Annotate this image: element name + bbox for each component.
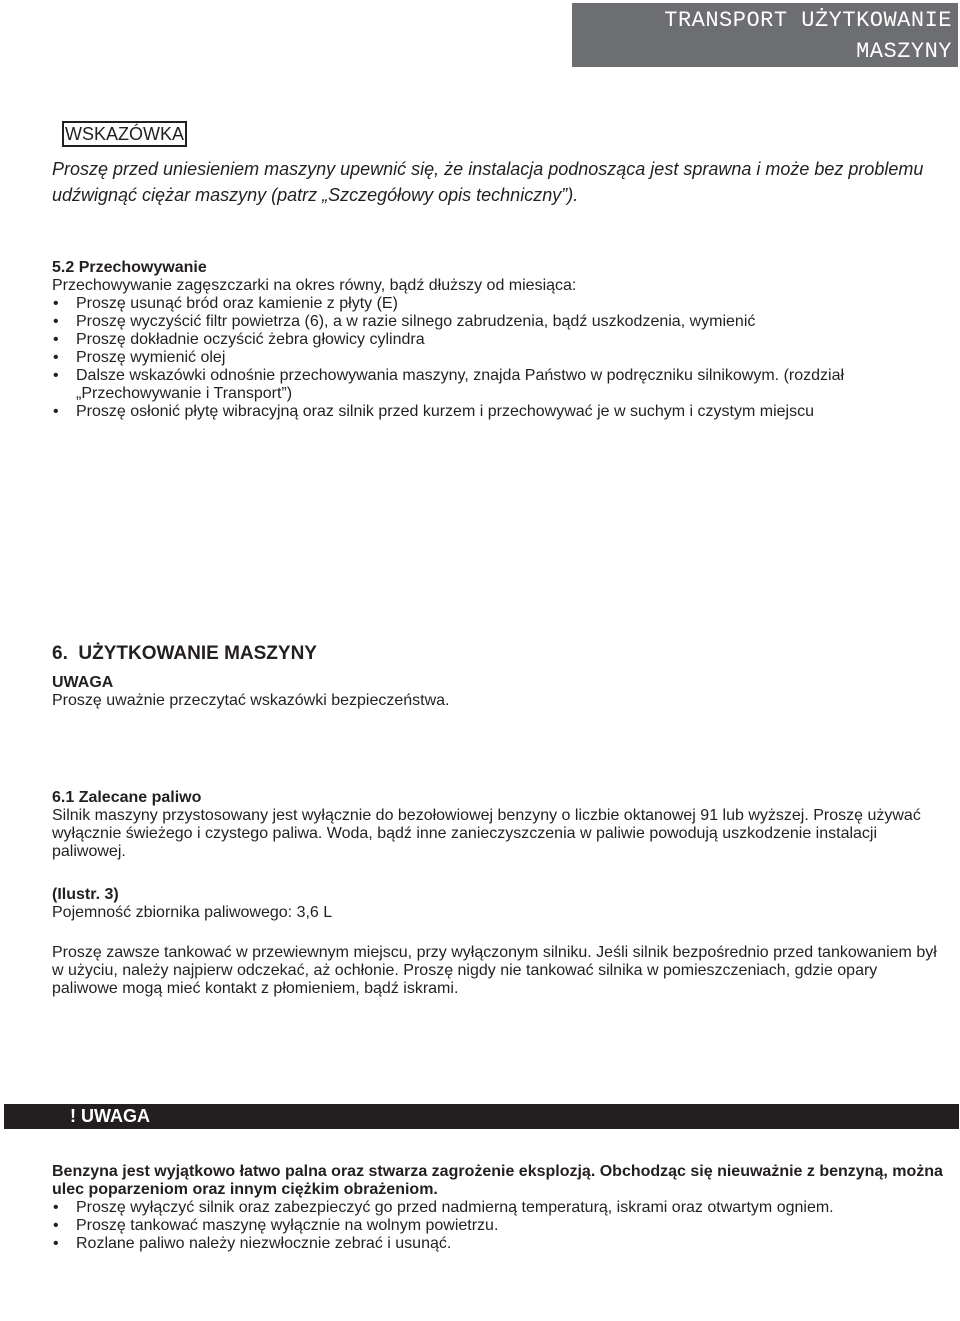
fuel-heading: 6.1 Zalecane paliwo [52,789,202,806]
usage-section [52,643,947,710]
usage-warning-text: Proszę uważnie przeczytać wskazówki bezpieczeństwa. [52,692,450,709]
storage-heading: 5.2 Przechowywanie [52,259,207,276]
danger-list [52,1199,947,1253]
section-header-line2: MASZYNY [856,39,952,64]
usage-heading: 6. UŻYTKOWANIE MASZYNY [52,643,317,664]
list-item: • Proszę usunąć bród oraz kamienie z płyty (E) [52,295,947,313]
fuel-capacity: Pojemność zbiornika paliwowego: 3,6 L [52,904,333,921]
section-header [572,3,958,67]
list-item: • Proszę osłonić płytę wibracyjną oraz silnik przed kurzem i przechowywać je w suchym i czystym miejscu [52,403,947,421]
storage-section [52,259,947,421]
list-item: • Rozlane paliwo należy niezwłocznie zebrać i usunąć. [52,1235,947,1253]
fuel-section [52,789,947,998]
storage-list [52,295,947,421]
list-item: • Proszę wyłączyć silnik oraz zabezpieczyć go przed nadmierną temperaturą, iskrami oraz otwartym ogniem. [52,1199,947,1217]
note-label: WSKAZÓWKA [62,121,187,147]
list-item: • Dalsze wskazówki odnośnie przechowywania maszyny, znajda Państwo w podręczniku silnikowym. (rozdział „Przechowywanie i Transport”) [52,367,947,403]
fuel-text: Silnik maszyny przystosowany jest wyłącznie do bezołowiowej benzyny o liczbie oktanowej 91 lub wyższej. Proszę używać wyłącznie świeżego i czystego paliwa. Woda, bądź inne zanieczyszczenia w paliwie powodują uszkodzenie instalacji paliwowej. [52,807,921,860]
danger-bar: ! UWAGA [4,1104,959,1129]
illustration-label: (Ilustr. 3) [52,886,119,903]
list-item: • Proszę dokładnie oczyścić żebra głowicy cylindra [52,331,947,349]
danger-text: Benzyna jest wyjątkowo łatwo palna oraz stwarza zagrożenie eksplozją. Obchodząc się nieuważnie z benzyną, można ulec poparzeniom oraz innym ciężkim obrażeniom. [52,1163,943,1198]
usage-warning-label: UWAGA [52,674,114,691]
list-item: • Proszę tankować maszynę wyłącznie na wolnym powietrzu. [52,1217,947,1235]
storage-intro: Przechowywanie zagęszczarki na okres równy, bądź dłuższy od miesiąca: [52,277,577,294]
note-text: Proszę przed uniesieniem maszyny upewnić się, że instalacja podnosząca jest sprawna i może bez problemu udźwignąć ciężar maszyny (patrz „Szczegółowy opis techniczny”). [52,159,924,205]
refuel-text: Proszę zawsze tankować w przewiewnym miejscu, przy wyłączonym silniku. Jeśli silnik bezpośrednio przed tankowaniem był w użyciu, należy najpierw odczekać, aż ochłonie. Proszę nigdy nie tankować silnika w pomieszczeniach, gdzie opary paliwowe mogą mieć kontakt z płomieniem, bądź iskrami. [52,944,937,997]
danger-section [52,1163,947,1253]
section-header-line1: TRANSPORT UŻYTKOWANIE [664,8,952,33]
list-item: • Proszę wymienić olej [52,349,947,367]
list-item: • Proszę wyczyścić filtr powietrza (6), a w razie silnego zabrudzenia, bądź uszkodzenia, wymienić [52,313,947,331]
